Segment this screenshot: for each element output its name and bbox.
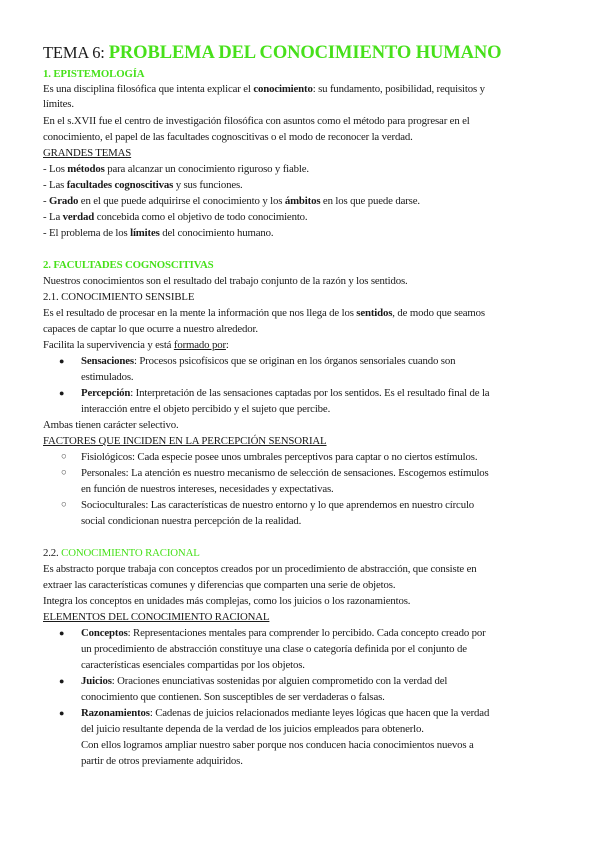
bullet-icon: ● (59, 676, 65, 686)
list-item-continuation: partir de otros previamente adquiridos. (81, 755, 243, 767)
section-1-heading: 1. EPISTEMOLOGÍA (43, 68, 145, 80)
list-item-continuation: características esenciales compartidas por los objetos. (81, 659, 305, 671)
list-item-continuation: estimulados. (81, 371, 134, 383)
paragraph: Es una disciplina filosófica que intenta explicar el conocimiento: su fundamento, posibilidad, requisitos y (43, 83, 485, 95)
subheading-factores: FACTORES QUE INCIDEN EN LA PERCEPCIÓN SENSORIAL (43, 435, 327, 447)
paragraph: capaces de captar lo que ocurre a nuestro alrededor. (43, 323, 258, 335)
paragraph: conocimiento, el papel de las facultades cognoscitivas o el modo de reconocer la verdad. (43, 131, 413, 143)
bullet-icon: ● (59, 356, 65, 366)
paragraph: Ambas tienen carácter selectivo. (43, 419, 179, 431)
section-2-heading: 2. FACULTADES COGNOSCITIVAS (43, 259, 214, 271)
circle-bullet-icon: ○ (61, 500, 67, 510)
list-item: - Los métodos para alcanzar un conocimiento riguroso y fiable. (43, 163, 309, 175)
list-item: - Grado en el que puede adquirirse el conocimiento y los ámbitos en los que puede darse. (43, 195, 420, 207)
paragraph: Integra los conceptos en unidades más complejas, como los juicios o los razonamientos. (43, 595, 411, 607)
circle-bullet-icon: ○ (61, 468, 67, 478)
bullet-icon: ● (59, 708, 65, 718)
page-title (43, 43, 501, 63)
title-prefix: TEMA 6: (43, 43, 109, 62)
list-item: - El problema de los límites del conocimiento humano. (43, 227, 274, 239)
paragraph: límites. (43, 98, 74, 110)
paragraph: Es el resultado de procesar en la mente la información que nos llega de los sentidos, de modo que seamos (43, 307, 485, 319)
list-item: - Las facultades cognoscitivas y sus funciones. (43, 179, 243, 191)
paragraph: Nuestros conocimientos son el resultado del trabajo conjunto de la razón y los sentidos. (43, 275, 408, 287)
list-item-continuation: Con ellos logramos ampliar nuestro saber porque nos conducen hacia conocimientos nuevos a (81, 739, 474, 751)
subsection-2-2-heading: 2.2. CONOCIMIENTO RACIONAL (43, 547, 200, 559)
list-item-conceptos: Conceptos: Representaciones mentales para comprender lo percibido. Cada concepto creado por (81, 627, 486, 639)
list-item: - La verdad concebida como el objetivo de todo conocimiento. (43, 211, 308, 223)
list-item-fisiologicos: Fisiológicos: Cada especie posee unos umbrales perceptivos para captar o no ciertos estímulos. (81, 451, 478, 463)
list-item-continuation: del juicio resultante dependa de la verdad de los juicios empleados para obtenerlo. (81, 723, 424, 735)
list-item-personales: Personales: La atención es nuestro mecanismo de selección de sensaciones. Escogemos estímulos (81, 467, 489, 479)
paragraph: extraer las características comunes y diferencias que comparten una serie de objetos. (43, 579, 396, 591)
list-item-continuation: social condicionan nuestra percepción de la realidad. (81, 515, 302, 527)
title-main: PROBLEMA DEL CONOCIMIENTO HUMANO (108, 43, 502, 63)
list-item-continuation: conocimiento que contienen. Son susceptibles de ser verdaderas o falsas. (81, 691, 385, 703)
subsection-2-1-heading: 2.1. CONOCIMIENTO SENSIBLE (43, 291, 195, 303)
list-item-juicios: Juicios: Oraciones enunciativas sostenidas por alguien comprometido con la verdad del (81, 675, 448, 687)
paragraph: En el s.XVII fue el centro de investigación filosófica con asuntos como el método para progresar en el (43, 115, 470, 127)
list-item-continuation: en función de nuestros intereses, necesidades y expectativas. (81, 483, 334, 495)
paragraph: Es abstracto porque trabaja con conceptos creados por un procedimiento de abstracción, que consiste en (43, 563, 477, 575)
list-item-sensaciones: Sensaciones: Procesos psicofísicos que se originan en los órganos sensoriales cuando son (81, 355, 456, 367)
list-item-continuation: interacción entre el objeto percibido y el sujeto que percibe. (81, 403, 331, 415)
paragraph: Facilita la supervivencia y está formado por: (43, 339, 229, 351)
bullet-icon: ● (59, 628, 65, 638)
list-item-razonamientos: Razonamientos: Cadenas de juicios relacionados mediante leyes lógicas que hacen que la verdad (81, 707, 490, 719)
circle-bullet-icon: ○ (61, 452, 67, 462)
subheading-elementos: ELEMENTOS DEL CONOCIMIENTO RACIONAL (43, 611, 270, 623)
list-item-percepcion: Percepción: Interpretación de las sensaciones captadas por los sentidos. Es el resultado final de la (81, 387, 490, 399)
subheading-grandes-temas: GRANDES TEMAS (43, 147, 132, 159)
bullet-icon: ● (59, 388, 65, 398)
list-item-continuation: un procedimiento de abstracción constituye una clase o categoría definida por el conjunto de (81, 643, 467, 655)
list-item-socioculturales: Socioculturales: Las características de nuestro entorno y lo que aprendemos en nuestro círculo (81, 499, 475, 511)
